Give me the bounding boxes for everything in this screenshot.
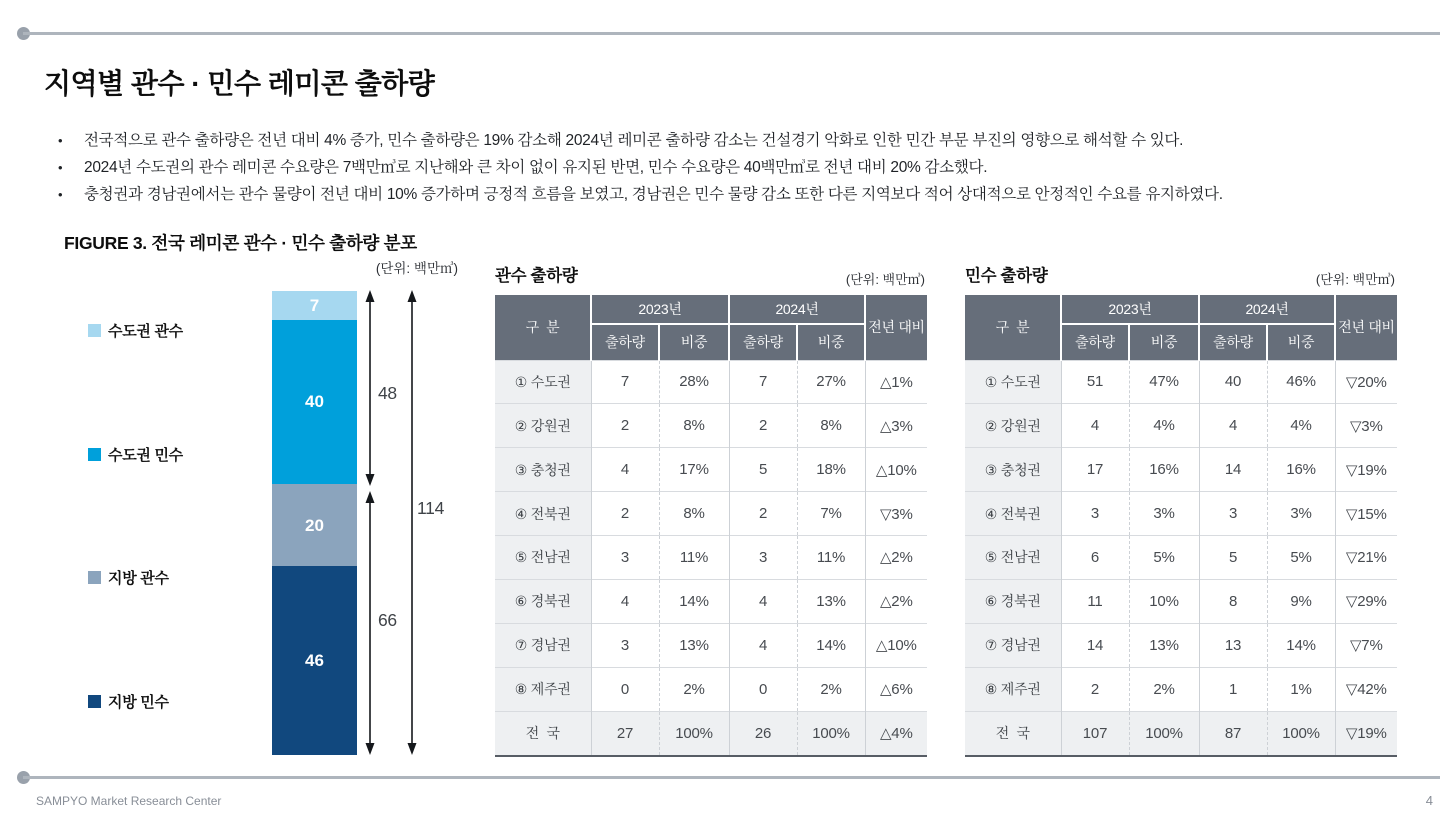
table-row [495, 448, 927, 492]
value-cell: 46% [1267, 360, 1335, 404]
value-cell: 7 [729, 360, 797, 404]
value-cell: 2 [591, 492, 659, 536]
range-total-label-sudogwon: 48 [378, 383, 397, 403]
table-row [965, 623, 1397, 667]
value-cell: 13% [797, 579, 865, 623]
segment-value-label: 20 [305, 515, 324, 535]
value-cell: 87 [1199, 711, 1267, 756]
legend-swatch [88, 695, 101, 708]
value-cell: △1% [865, 360, 927, 404]
segment-value-label: 46 [305, 651, 324, 671]
legend-item-jibang-minsu [88, 691, 169, 712]
value-cell: 3% [1267, 492, 1335, 536]
value-cell: 27% [797, 360, 865, 404]
column-header-share: 비중 [797, 324, 865, 360]
table-row [495, 667, 927, 711]
bar-segment [272, 291, 357, 320]
bullet-item: • 2024년 수도권의 관수 레미콘 수요량은 7백만㎥로 지난해와 큰 차이 없이 유지된 반면, 민수 수요량은 40백만㎥로 전년 대비 20% 감소했다. [58, 154, 1428, 181]
value-cell: 13% [659, 623, 729, 667]
value-cell: ▽29% [1335, 579, 1397, 623]
region-cell: ② 강원권 [495, 404, 591, 448]
value-cell: 11% [797, 536, 865, 580]
column-header-group: 구 분 [965, 295, 1061, 360]
table-unit-label: (단위: 백만㎥) [1315, 272, 1395, 287]
value-cell: ▽7% [1335, 623, 1397, 667]
value-cell: 16% [1267, 448, 1335, 492]
table-total-row [965, 711, 1397, 756]
region-cell: ⑧ 제주권 [495, 667, 591, 711]
legend-label: 수도권 관수 [108, 323, 183, 340]
value-cell: 1 [1199, 667, 1267, 711]
legend-label: 수도권 민수 [108, 447, 183, 464]
segment-value-label: 7 [309, 295, 320, 315]
value-cell: 9% [1267, 579, 1335, 623]
value-cell: 1% [1267, 667, 1335, 711]
table-row [495, 579, 927, 623]
value-cell: 8% [659, 404, 729, 448]
value-cell: 6 [1061, 536, 1129, 580]
value-cell: 2% [659, 667, 729, 711]
legend-label: 지방 민수 [108, 694, 169, 711]
value-cell: 8% [659, 492, 729, 536]
bullet-item: • 전국적으로 관수 출하량은 전년 대비 4% 증가, 민수 출하량은 19% 감소해 2024년 레미콘 출하량 감소는 건설경기 악화로 인한 민간 부문 부진의 영향으로 해석할 수 있다. [58, 127, 1428, 154]
value-cell: 0 [591, 667, 659, 711]
value-cell: 14 [1061, 623, 1129, 667]
value-cell: 2 [729, 492, 797, 536]
region-cell: ① 수도권 [495, 360, 591, 404]
value-cell: △4% [865, 711, 927, 756]
table-row [965, 579, 1397, 623]
value-cell: 13 [1199, 623, 1267, 667]
value-cell: 2 [1061, 667, 1129, 711]
value-cell: 4 [591, 448, 659, 492]
region-cell: ① 수도권 [965, 360, 1061, 404]
column-header-share: 비중 [659, 324, 729, 360]
value-cell: 51 [1061, 360, 1129, 404]
region-cell: ⑤ 전남권 [495, 536, 591, 580]
value-cell: 7% [797, 492, 865, 536]
figure-unit-label: (단위: 백만㎥) [375, 261, 458, 276]
value-cell: 18% [797, 448, 865, 492]
bar-segment [272, 566, 357, 755]
figure-title: FIGURE 3. 전국 레미콘 관수 · 민수 출하량 분포 [64, 233, 417, 253]
value-cell: ▽19% [1335, 711, 1397, 756]
table-row [965, 448, 1397, 492]
column-header-yoy: 전년 대비 [865, 295, 927, 360]
value-cell: 4 [591, 579, 659, 623]
value-cell: 4 [729, 579, 797, 623]
value-cell: ▽19% [1335, 448, 1397, 492]
legend-item-sudogwon-gwansu [88, 320, 183, 341]
region-cell: 전 국 [495, 711, 591, 756]
minsu-table-block [965, 262, 1397, 757]
value-cell: 5 [729, 448, 797, 492]
value-cell: 47% [1129, 360, 1199, 404]
region-cell: ⑤ 전남권 [965, 536, 1061, 580]
legend-item-jibang-gwansu [88, 567, 169, 588]
region-cell: ⑦ 경남권 [965, 623, 1061, 667]
value-cell: 3 [591, 536, 659, 580]
value-cell: 7 [591, 360, 659, 404]
table-row [965, 360, 1397, 404]
segment-value-label: 40 [305, 392, 324, 412]
value-cell: 27 [591, 711, 659, 756]
value-cell: 3 [1061, 492, 1129, 536]
column-header-2024: 2024년 [1199, 295, 1335, 324]
bar-segment [272, 484, 357, 566]
value-cell: 11 [1061, 579, 1129, 623]
value-cell: 0 [729, 667, 797, 711]
value-cell: 5% [1267, 536, 1335, 580]
region-cell: ③ 충청권 [495, 448, 591, 492]
value-cell: 10% [1129, 579, 1199, 623]
column-header-shipment: 출하량 [729, 324, 797, 360]
region-cell: ⑥ 경북권 [965, 579, 1061, 623]
value-cell: ▽21% [1335, 536, 1397, 580]
value-cell: △10% [865, 448, 927, 492]
value-cell: ▽3% [1335, 404, 1397, 448]
column-header-2023: 2023년 [591, 295, 729, 324]
value-cell: 2 [591, 404, 659, 448]
region-cell: ② 강원권 [965, 404, 1061, 448]
stacked-bar [272, 291, 357, 755]
range-arrows-icon [362, 287, 462, 759]
table-row [495, 404, 927, 448]
value-cell: 100% [1129, 711, 1199, 756]
value-cell: △2% [865, 579, 927, 623]
column-header-2023: 2023년 [1061, 295, 1199, 324]
table-row [965, 404, 1397, 448]
value-cell: 8 [1199, 579, 1267, 623]
value-cell: 3 [591, 623, 659, 667]
value-cell: 3% [1129, 492, 1199, 536]
region-cell: ③ 충청권 [965, 448, 1061, 492]
bullet-item: • 충청권과 경남권에서는 관수 물량이 전년 대비 10% 증가하며 긍정적 흐름을 보였고, 경남권은 민수 물량 감소 또한 다른 지역보다 적어 상대적으로 안정적인 수요를 유지하였다. [58, 181, 1428, 208]
table-title: 민수 출하량 [965, 267, 1048, 285]
value-cell: ▽20% [1335, 360, 1397, 404]
value-cell: 3 [729, 536, 797, 580]
region-cell: ④ 전북권 [965, 492, 1061, 536]
value-cell: ▽3% [865, 492, 927, 536]
gwansu-data-table [495, 295, 927, 757]
value-cell: 100% [659, 711, 729, 756]
value-cell: 5 [1199, 536, 1267, 580]
legend-label: 지방 관수 [108, 570, 169, 587]
range-total-label-overall: 114 [417, 498, 444, 518]
footer-rule [23, 776, 1440, 779]
value-cell: 13% [1129, 623, 1199, 667]
table-row [495, 360, 927, 404]
column-header-share: 비중 [1129, 324, 1199, 360]
value-cell: 8% [797, 404, 865, 448]
value-cell: 4 [1199, 404, 1267, 448]
region-cell: ⑥ 경북권 [495, 579, 591, 623]
region-cell: ⑧ 제주권 [965, 667, 1061, 711]
value-cell: △3% [865, 404, 927, 448]
value-cell: 2 [729, 404, 797, 448]
value-cell: 4% [1267, 404, 1335, 448]
value-cell: 11% [659, 536, 729, 580]
value-cell: 4% [1129, 404, 1199, 448]
value-cell: 28% [659, 360, 729, 404]
table-unit-label: (단위: 백만㎥) [845, 272, 925, 287]
region-cell: 전 국 [965, 711, 1061, 756]
value-cell: 2% [1129, 667, 1199, 711]
top-rule [23, 32, 1440, 35]
footer-text: SAMPYO Market Research Center [36, 794, 222, 808]
legend-item-sudogwon-minsu [88, 444, 183, 465]
value-cell: 100% [1267, 711, 1335, 756]
table-row [495, 536, 927, 580]
value-cell: 17% [659, 448, 729, 492]
value-cell: 3 [1199, 492, 1267, 536]
value-cell: △6% [865, 667, 927, 711]
column-header-share: 비중 [1267, 324, 1335, 360]
value-cell: ▽42% [1335, 667, 1397, 711]
value-cell: △10% [865, 623, 927, 667]
page-title: 지역별 관수 · 민수 레미콘 출하량 [44, 68, 435, 99]
value-cell: 2% [797, 667, 865, 711]
value-cell: 5% [1129, 536, 1199, 580]
bar-segment [272, 320, 357, 484]
region-cell: ⑦ 경남권 [495, 623, 591, 667]
value-cell: 14% [659, 579, 729, 623]
value-cell: 16% [1129, 448, 1199, 492]
page-number: 4 [1425, 793, 1433, 808]
table-row [965, 667, 1397, 711]
column-header-yoy: 전년 대비 [1335, 295, 1397, 360]
value-cell: 14 [1199, 448, 1267, 492]
region-cell: ④ 전북권 [495, 492, 591, 536]
value-cell: 100% [797, 711, 865, 756]
table-row [965, 536, 1397, 580]
column-header-2024: 2024년 [729, 295, 865, 324]
table-row [495, 492, 927, 536]
column-header-shipment: 출하량 [1199, 324, 1267, 360]
table-total-row [495, 711, 927, 756]
gwansu-table-block [495, 262, 927, 757]
value-cell: ▽15% [1335, 492, 1397, 536]
value-cell: 4 [1061, 404, 1129, 448]
value-cell: 107 [1061, 711, 1129, 756]
minsu-data-table [965, 295, 1397, 757]
column-header-group: 구 분 [495, 295, 591, 360]
value-cell: 40 [1199, 360, 1267, 404]
value-cell: 14% [797, 623, 865, 667]
value-cell: 14% [1267, 623, 1335, 667]
legend-swatch [88, 324, 101, 337]
value-cell: 26 [729, 711, 797, 756]
value-cell: 17 [1061, 448, 1129, 492]
table-row [965, 492, 1397, 536]
table-row [495, 623, 927, 667]
column-header-shipment: 출하량 [1061, 324, 1129, 360]
legend-swatch [88, 448, 101, 461]
value-cell: △2% [865, 536, 927, 580]
value-cell: 4 [729, 623, 797, 667]
range-total-label-jibang: 66 [378, 610, 397, 630]
bullet-list [58, 127, 1428, 208]
column-header-shipment: 출하량 [591, 324, 659, 360]
table-title: 관수 출하량 [495, 267, 578, 285]
legend-swatch [88, 571, 101, 584]
